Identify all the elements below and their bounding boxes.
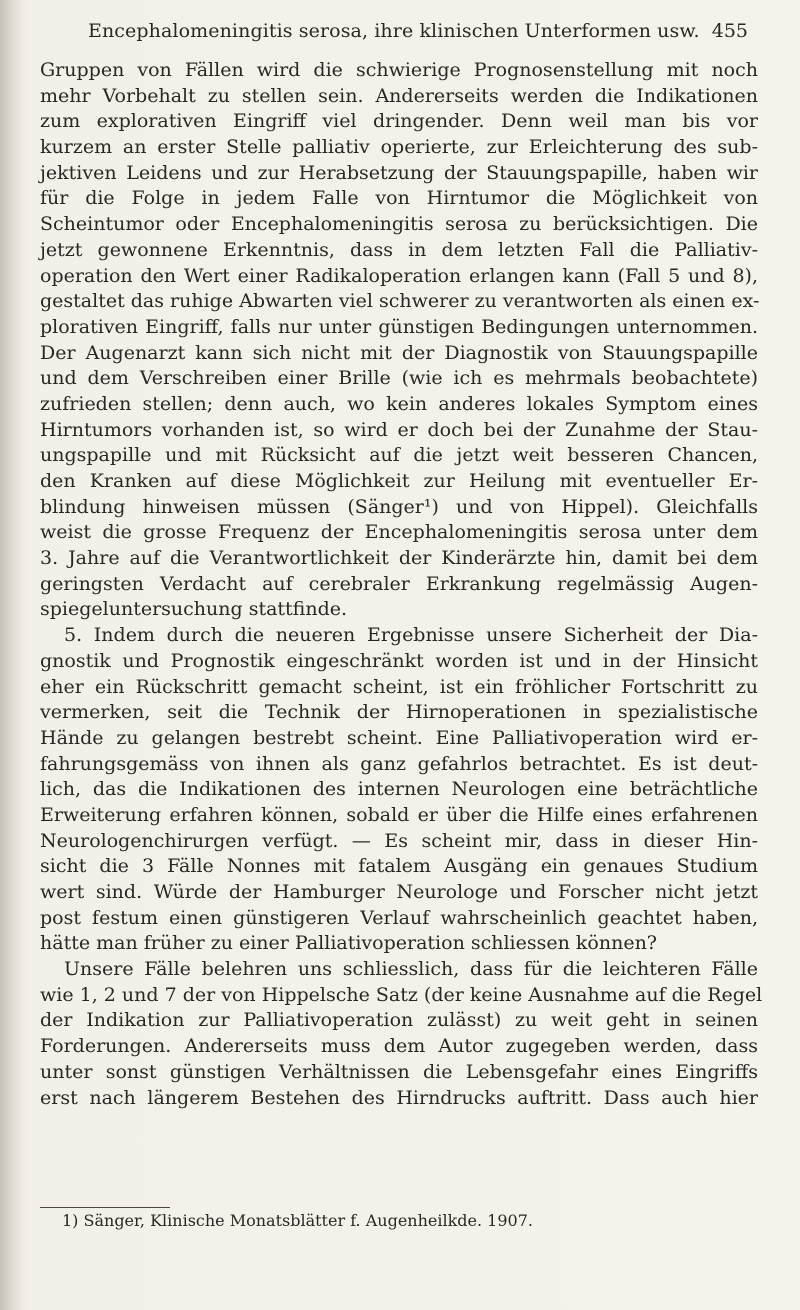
running-head: Encephalomeningitis serosa, ihre klinischen Unterformen usw. bbox=[88, 20, 700, 42]
text-line: Neurologenchirurgen verfügt. — Es scheint mir, dass in dieser Hin- bbox=[40, 829, 758, 852]
footnote: 1) Sänger, Klinische Monatsblätter f. Augenheilkde. 1907. bbox=[62, 1211, 533, 1230]
text-line: ungspapille und mit Rücksicht auf die jetzt weit besseren Chancen, bbox=[40, 444, 758, 467]
text-line: mehr Vorbehalt zu stellen sein. Andererseits werden die Indikationen bbox=[40, 84, 758, 107]
text-line: post festum einen günstigeren Verlauf wahrscheinlich geachtet haben, bbox=[40, 906, 758, 929]
text-line: zum explorativen Eingriff viel dringender. Denn weil man bis vor bbox=[40, 110, 758, 133]
text-line: 5. Indem durch die neueren Ergebnisse unsere Sicherheit der Dia- bbox=[64, 624, 758, 647]
text-line: gestaltet das ruhige Abwarten viel schwerer zu verantworten als einen ex- bbox=[40, 290, 760, 313]
text-line: den Kranken auf diese Möglichkeit zur Heilung mit eventueller Er- bbox=[40, 470, 758, 492]
text-line: geringsten Verdacht auf cerebraler Erkrankung regelmässig Augen- bbox=[40, 572, 758, 595]
text-line: unter sonst günstigen Verhältnissen die Lebensgefahr eines Eingriffs bbox=[40, 1060, 758, 1083]
text-line: und dem Verschreiben einer Brille (wie ich es mehrmals beobachtete) bbox=[40, 367, 758, 390]
text-line: der Indikation zur Palliativoperation zulässt) zu weit geht in seinen bbox=[40, 1009, 758, 1032]
text-line: plorativen Eingriff, falls nur unter günstigen Bedingungen unternommen. bbox=[40, 315, 758, 338]
text-line: sicht die 3 Fälle Nonnes mit fatalem Ausgäng ein genaues Studium bbox=[40, 855, 758, 878]
text-line: für die Folge in jedem Falle von Hirntumor die Möglichkeit von bbox=[40, 187, 758, 210]
text-line: blindung hinweisen müssen (Sänger¹) und von Hippel). Gleichfalls bbox=[40, 495, 758, 518]
text-line: lich, das die Indikationen des internen Neurologen eine beträchtliche bbox=[40, 778, 758, 801]
text-line: Erweiterung erfahren können, sobald er über die Hilfe eines erfahrenen bbox=[40, 803, 758, 826]
text-line: fahrungsgemäss von ihnen als ganz gefahrlos betrachtet. Es ist deut- bbox=[40, 752, 758, 775]
page-number: 455 bbox=[711, 20, 748, 42]
page-gutter-shadow bbox=[0, 0, 24, 1310]
text-line: Forderungen. Andererseits muss dem Autor zugegeben werden, dass bbox=[40, 1035, 758, 1058]
text-line: jektiven Leidens und zur Herabsetzung der Stauungspapille, haben wir bbox=[40, 161, 758, 184]
text-line: Unsere Fälle belehren uns schliesslich, dass für die leichteren Fälle bbox=[64, 958, 758, 981]
text-line: kurzem an erster Stelle palliativ operierte, zur Erleichterung des sub- bbox=[40, 136, 758, 159]
text-line: Der Augenarzt kann sich nicht mit der Diagnostik von Stauungspapille bbox=[40, 341, 758, 364]
text-line: erst nach längerem Bestehen des Hirndrucks auftritt. Dass auch hier bbox=[40, 1086, 758, 1109]
text-line: operation den Wert einer Radikaloperation erlangen kann (Fall 5 und 8), bbox=[40, 264, 758, 287]
text-line: gnostik und Prognostik eingeschränkt worden ist und in der Hinsicht bbox=[40, 649, 758, 672]
page-header bbox=[36, 18, 748, 48]
footnote-rule bbox=[40, 1207, 170, 1208]
text-line: Gruppen von Fällen wird die schwierige Prognosenstellung mit noch bbox=[40, 59, 758, 81]
text-line: zufrieden stellen; denn auch, wo kein anderes lokales Symptom eines bbox=[40, 392, 758, 415]
text-line: Hände zu gelangen bestrebt scheint. Eine Palliativoperation wird er- bbox=[40, 726, 758, 749]
text-line: Scheintumor oder Encephalomeningitis serosa zu berücksichtigen. Die bbox=[40, 213, 758, 236]
text-line: jetzt gewonnene Erkenntnis, dass in dem letzten Fall die Palliativ- bbox=[40, 238, 758, 261]
text-line: 3. Jahre auf die Verantwortlichkeit der Kinderärzte hin, damit bei dem bbox=[40, 547, 758, 570]
text-line: Hirntumors vorhanden ist, so wird er doch bei der Zunahme der Stau- bbox=[40, 418, 758, 441]
text-line: eher ein Rückschritt gemacht scheint, ist ein fröhlicher Fortschritt zu bbox=[40, 675, 758, 698]
text-line: hätte man früher zu einer Palliativoperation schliessen können? bbox=[40, 932, 657, 955]
text-line: vermerken, seit die Technik der Hirnoperationen in spezialistische bbox=[40, 701, 758, 724]
body-text bbox=[40, 58, 763, 1111]
text-line: spiegeluntersuchung stattfinde. bbox=[40, 598, 348, 621]
text-line: wert sind. Würde der Hamburger Neurologe und Forscher nicht jetzt bbox=[40, 881, 758, 903]
text-line: weist die grosse Frequenz der Encephalomeningitis serosa unter dem bbox=[40, 521, 758, 544]
text-line: wie 1, 2 und 7 der von Hippelsche Satz (der keine Ausnahme auf die Regel bbox=[40, 983, 763, 1006]
